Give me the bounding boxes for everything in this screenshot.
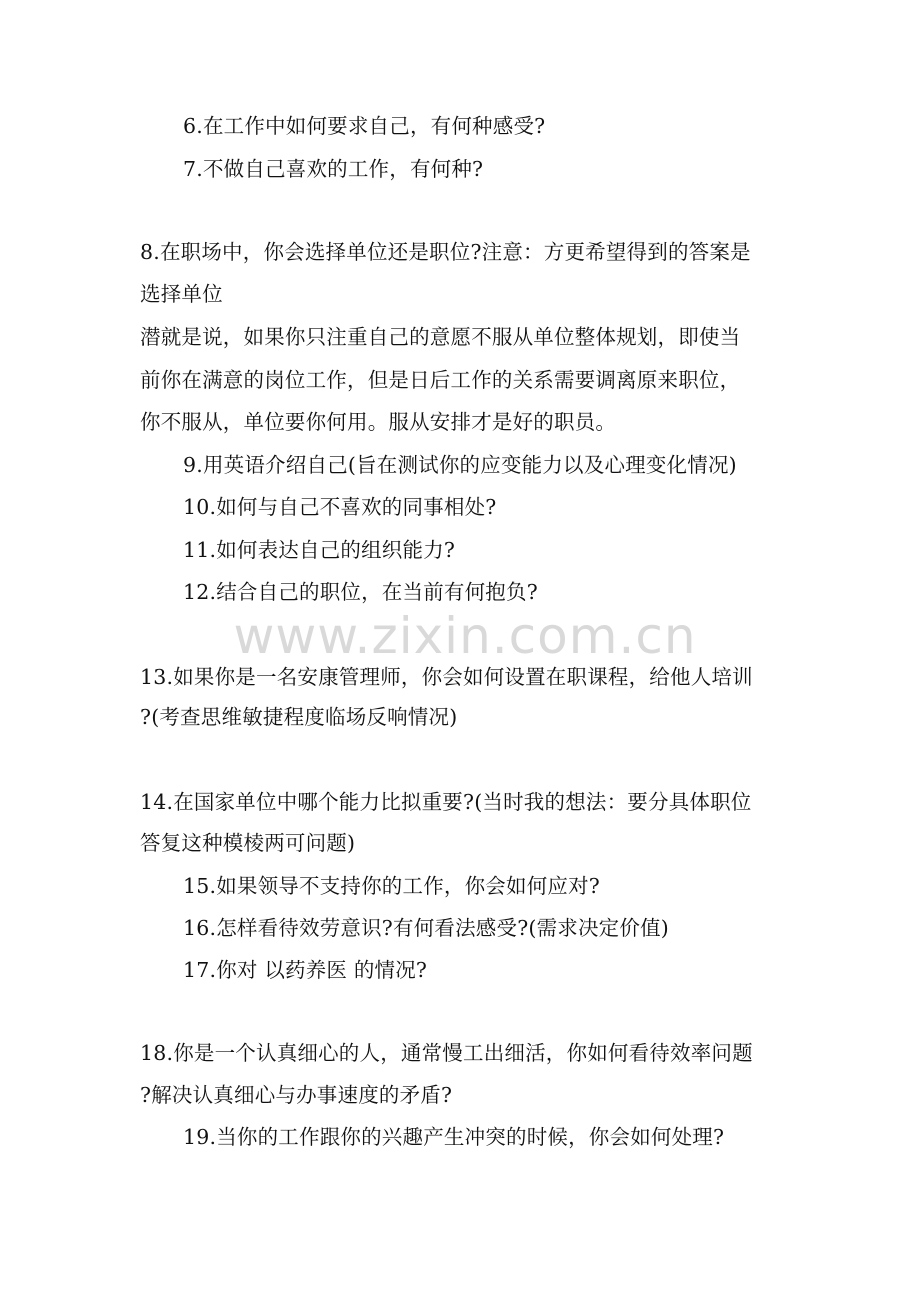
paragraph-line: 你不服从，单位要你何用。服从安排才是好的职员。 bbox=[140, 410, 617, 434]
question-18: 18.你是一个认真细心的人，通常慢工出细活，你如何看待效率问题 bbox=[140, 1041, 753, 1065]
question-18-continued: ?解决认真细心与办事速度的矛盾? bbox=[140, 1083, 453, 1107]
question-6: 6.在工作中如何要求自己，有何种感受? bbox=[183, 114, 546, 138]
question-8-continued: 选择单位 bbox=[140, 282, 223, 306]
question-15: 15.如果领导不支持你的工作，你会如何应对? bbox=[183, 874, 600, 898]
question-8: 8.在职场中，你会选择单位还是职位?注意：方更希望得到的答案是 bbox=[140, 240, 751, 264]
question-16: 16.怎样看待效劳意识?有何看法感受?(需求决定价值) bbox=[183, 916, 669, 940]
paragraph-line: 潜就是说，如果你只注重自己的意愿不服从单位整体规划，即使当 bbox=[140, 325, 741, 349]
question-14-continued: 答复这种模棱两可问题) bbox=[140, 831, 356, 855]
question-9: 9.用英语介绍自己(旨在测试你的应变能力以及心理变化情况) bbox=[183, 453, 737, 477]
question-10: 10.如何与自己不喜欢的同事相处? bbox=[183, 495, 497, 519]
paragraph-line: 前你在满意的岗位工作，但是日后工作的关系需要调离原来职位， bbox=[140, 368, 741, 392]
question-7: 7.不做自己喜欢的工作，有何种? bbox=[183, 157, 484, 181]
question-13: 13.如果你是一名安康管理师，你会如何设置在职课程，给他人培训 bbox=[140, 665, 753, 689]
question-17: 17.你对 以药养医 的情况? bbox=[183, 958, 428, 982]
question-11: 11.如何表达自己的组织能力? bbox=[183, 538, 456, 562]
question-19: 19.当你的工作跟你的兴趣产生冲突的时候，你会如何处理? bbox=[183, 1125, 725, 1149]
watermark-logo: www.zixin.com.cn bbox=[233, 607, 697, 665]
question-14: 14.在国家单位中哪个能力比拟重要?(当时我的想法：要分具体职位 bbox=[140, 790, 752, 814]
question-12: 12.结合自己的职位，在当前有何抱负? bbox=[183, 580, 538, 604]
question-13-continued: ?(考查思维敏捷程度临场反响情况) bbox=[140, 705, 458, 729]
